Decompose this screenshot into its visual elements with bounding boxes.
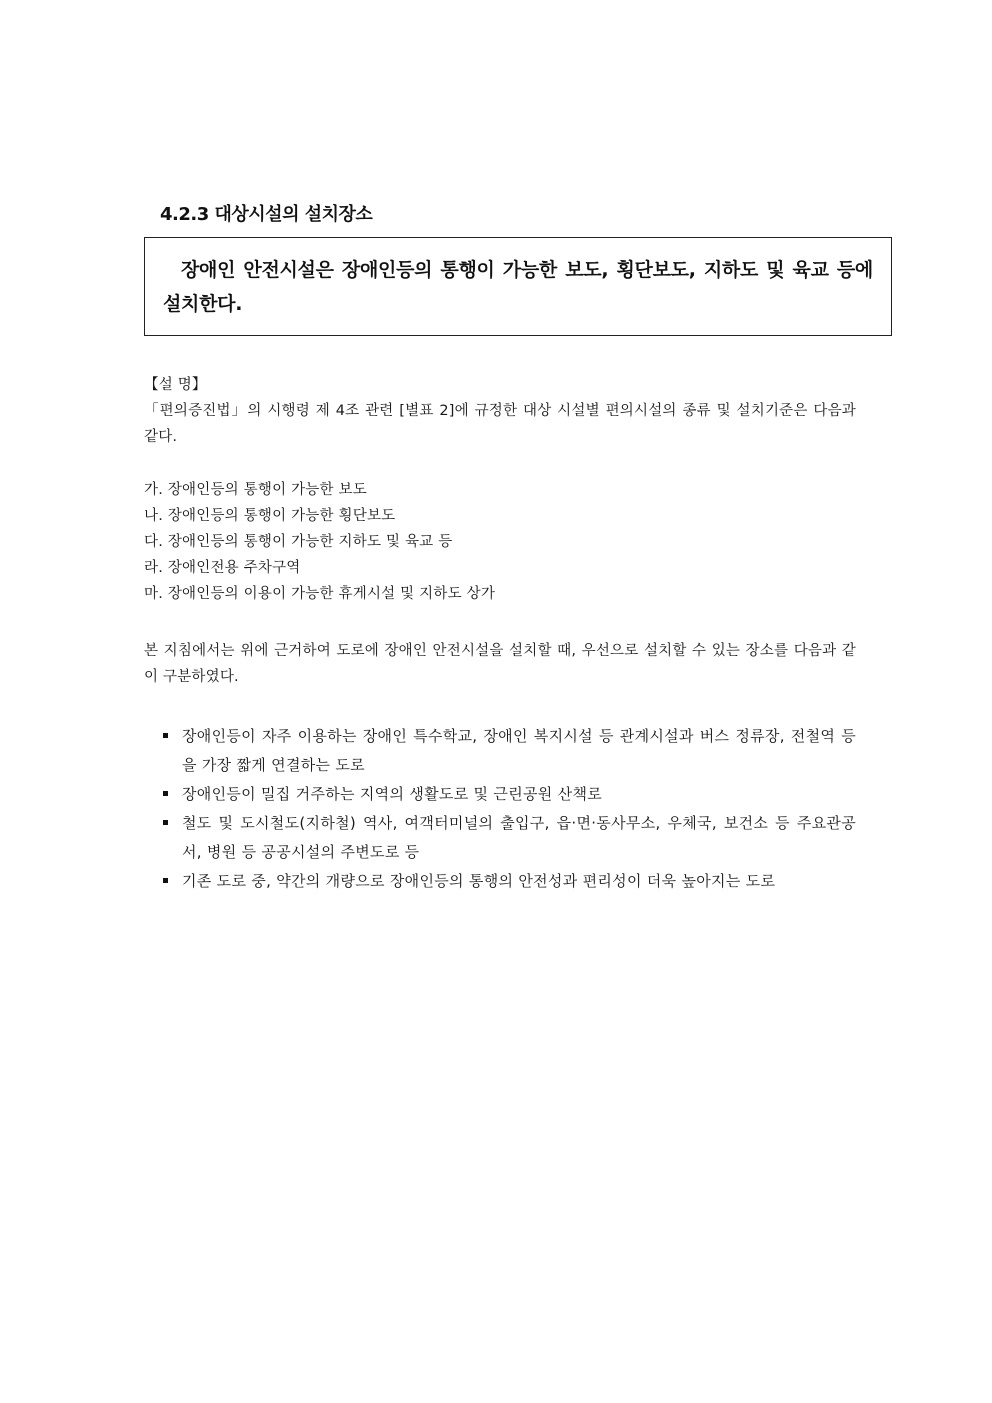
list-item: 나. 장애인등의 통행이 가능한 횡단보도	[144, 508, 396, 524]
guideline-paragraph	[144, 638, 856, 690]
guideline-text: 본 지침에서는 위에 근거하여 도로에 장애인 안전시설을 설치할 때, 우선으로 설치할 수 있는 장소를 다음과 같이 구분하였다.	[144, 643, 856, 685]
bullet-text: 철도 및 도시철도(지하철) 역사, 여객터미널의 출입구, 읍·면·동사무소, 우체국, 보건소 등 주요관공서, 병원 등 공공시설의 주변도로 등	[182, 814, 856, 861]
rule-box	[144, 237, 892, 336]
bullet-icon	[163, 733, 168, 738]
bullet-item	[160, 867, 856, 896]
list-item: 다. 장애인등의 통행이 가능한 지하도 및 육교 등	[144, 534, 453, 550]
facility-type-list	[144, 477, 495, 607]
explanation-text: 「편의증진법」의 시행령 제 4조 관련 [별표 2]에 규정한 대상 시설별 편의시설의 종류 및 설치기준은 다음과 같다.	[144, 403, 856, 445]
explanation-paragraph	[144, 398, 856, 450]
bullet-text: 장애인등이 밀집 거주하는 지역의 생활도로 및 근린공원 산책로	[182, 785, 603, 803]
bullet-icon	[163, 791, 168, 796]
bullet-item	[160, 780, 856, 809]
rule-text: 장애인 안전시설은 장애인등의 통행이 가능한 보도, 횡단보도, 지하도 및 육교 등에 설치한다.	[163, 259, 873, 315]
explanation-label: 【설 명】	[144, 377, 207, 393]
bullet-icon	[163, 820, 168, 825]
bullet-item	[160, 809, 856, 867]
list-item: 가. 장애인등의 통행이 가능한 보도	[144, 482, 367, 498]
bullet-item	[160, 722, 856, 780]
bullet-text: 기존 도로 중, 약간의 개량으로 장애인등의 통행의 안전성과 편리성이 더욱 높아지는 도로	[182, 872, 776, 890]
priority-location-list	[160, 722, 856, 896]
list-item: 마. 장애인등의 이용이 가능한 휴게시설 및 지하도 상가	[144, 586, 496, 602]
section-title: 4.2.3 대상시설의 설치장소	[160, 204, 373, 225]
list-item: 라. 장애인전용 주차구역	[144, 560, 301, 576]
bullet-icon	[163, 878, 168, 883]
bullet-text: 장애인등이 자주 이용하는 장애인 특수학교, 장애인 복지시설 등 관계시설과 버스 정류장, 전철역 등을 가장 짧게 연결하는 도로	[182, 727, 856, 774]
